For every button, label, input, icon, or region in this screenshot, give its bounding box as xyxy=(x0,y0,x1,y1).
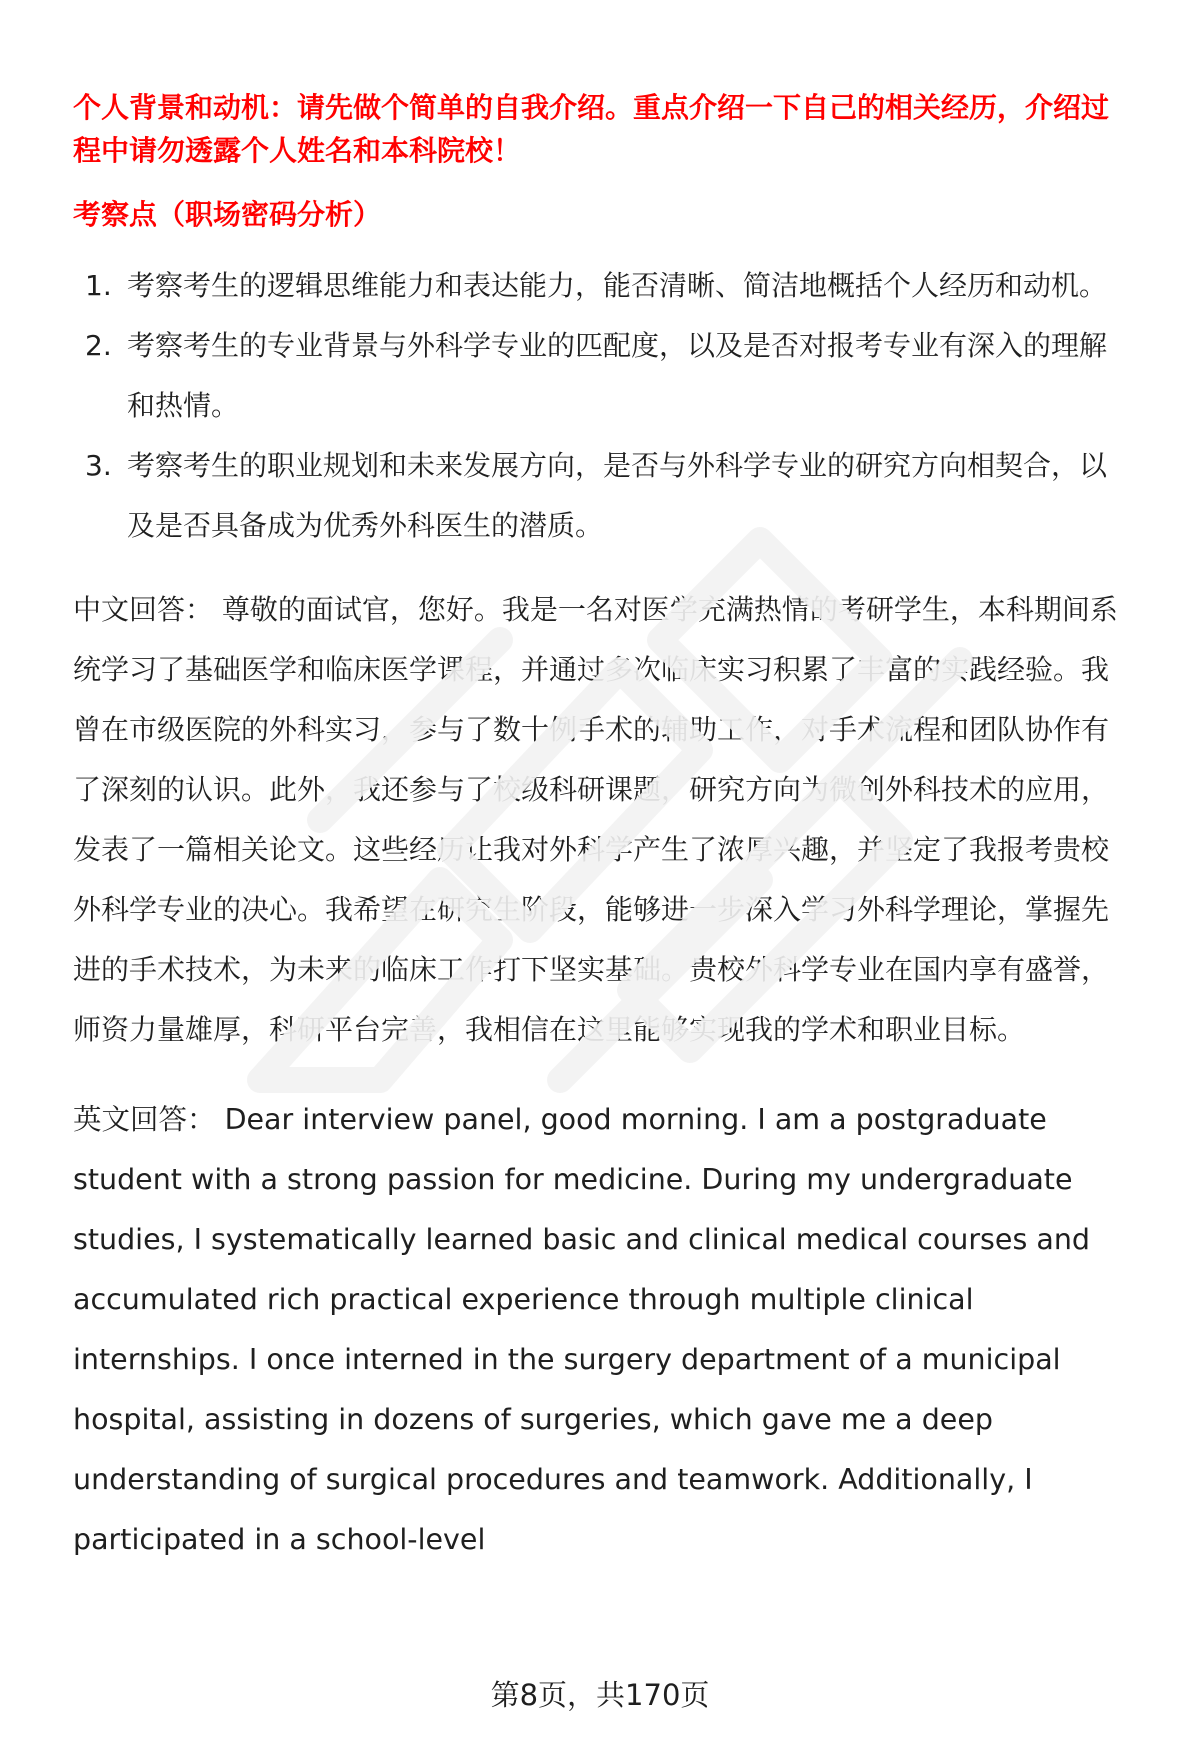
english-answer xyxy=(73,1090,1134,1570)
assessment-points-list xyxy=(73,256,1134,556)
english-answer-text: Dear interview panel, good morning. I am a postgraduate student with a strong passion for medicine. During my undergraduate studies, I systematically learned basic and clinical medical courses and accumulated rich practical experience through multiple clinical internships. I once interned in the surgery department of a municipal hospital, assisting in dozens of surgeries, which gave me a deep understanding of surgical procedures and teamwork. Additionally, I participated in a school-level xyxy=(73,1103,1090,1556)
list-item-number: 1. xyxy=(85,269,112,302)
list-item-text: 考察考生的职业规划和未来发展方向，是否与外科学专业的研究方向相契合，以及是否具备成为优秀外科医生的潜质。 xyxy=(127,449,1108,542)
list-item-text: 考察考生的专业背景与外科学专业的匹配度，以及是否对报考专业有深入的理解和热情。 xyxy=(127,329,1108,422)
chinese-answer-text: 尊敬的面试官，您好。我是一名对医学充满热情的考研学生，本科期间系统学习了基础医学和临床医学课程，并通过多次临床实习积累了丰富的实践经验。我曾在市级医院的外科实习，参与了数十例手术的辅助工作，对手术流程和团队协作有了深刻的认识。此外，我还参与了校级科研课题，研究方向为微创外科技术的应用，发表了一篇相关论文。这些经历让我对外科学产生了浓厚兴趣，并坚定了我报考贵校外科学专业的决心。我希望在研究生阶段，能够进一步深入学习外科学理论，掌握先进的手术技术，为未来的临床工作打下坚实基础。贵校外科学专业在国内享有盛誉，师资力量雄厚，科研平台完善，我相信在这里能够实现我的学术和职业目标。 xyxy=(73,593,1118,1046)
list-item-text: 考察考生的逻辑思维能力和表达能力，能否清晰、简洁地概括个人经历和动机。 xyxy=(127,269,1108,302)
english-answer-label: 英文回答： xyxy=(73,1103,216,1136)
list-item-number: 3. xyxy=(85,449,112,482)
question-heading: 个人背景和动机：请先做个简单的自我介绍。重点介绍一下自己的相关经历，介绍过程中请勿透露个人姓名和本科院校！ xyxy=(73,91,1110,167)
list-item xyxy=(73,256,1134,316)
list-item xyxy=(73,316,1134,436)
chinese-answer xyxy=(73,580,1134,1060)
chinese-answer-label: 中文回答： xyxy=(73,593,214,626)
section-title: 考察点（职场密码分析） xyxy=(73,198,382,231)
page-footer: 第8页，共170页 xyxy=(490,1678,710,1712)
list-item-number: 2. xyxy=(85,329,112,362)
list-item xyxy=(73,436,1134,556)
